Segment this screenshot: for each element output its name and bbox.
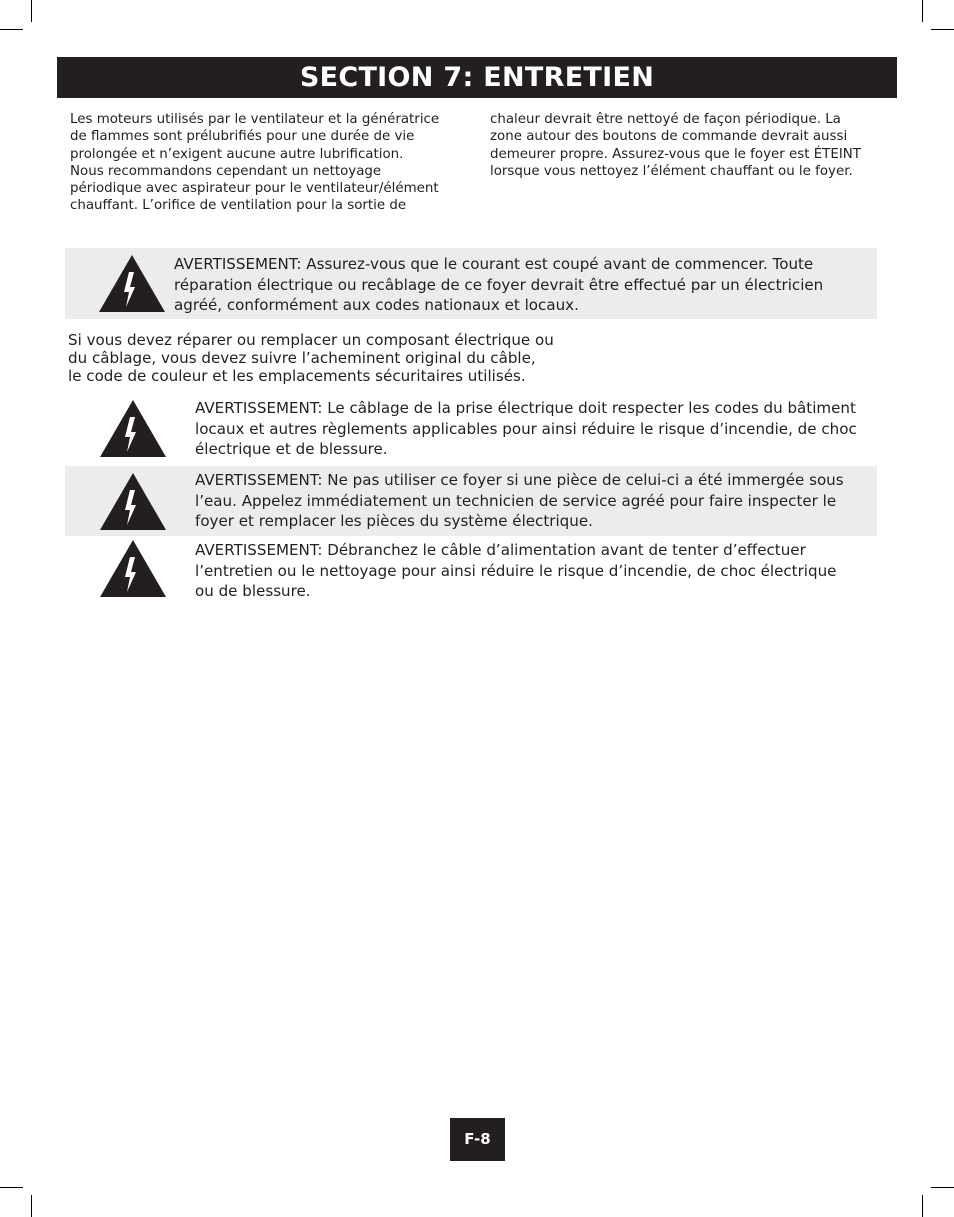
electrical-hazard-icon <box>99 471 167 531</box>
crop-mark <box>31 1195 32 1217</box>
electrical-hazard-icon <box>99 538 167 598</box>
warning-text: AVERTISSEMENT: Assurez-vous que le courant est coupé avant de commencer. Toute réparation électrique ou recâblage de ce foyer devrait être effectué par un électricien agréé, conformément aux codes nationaux et locaux. <box>174 255 824 315</box>
section-title: SECTION 7: ENTRETIEN <box>57 57 897 98</box>
crop-mark <box>0 1187 23 1188</box>
electrical-hazard-icon <box>99 398 167 458</box>
crop-mark <box>922 0 923 22</box>
electrical-hazard-icon <box>98 253 166 313</box>
page-number: F-8 <box>450 1118 505 1161</box>
body-paragraph: Si vous devez réparer ou remplacer un composant électrique ou du câblage, vous devez suivre l’acheminent original du câble, le code de couleur et les emplacements sécuritaires utilisés. <box>68 331 554 386</box>
crop-mark <box>0 29 23 30</box>
warning-box <box>65 538 877 608</box>
warning-box <box>65 394 877 463</box>
crop-mark <box>931 1187 954 1188</box>
intro-right-column: chaleur devrait être nettoyé de façon périodique. La zone autour des boutons de commande devrait aussi demeurer propre. Assurez-vous que le foyer est ÉTEINT lorsque vous nettoyez l’élément chauffant ou le foyer. <box>490 112 861 179</box>
crop-mark <box>31 0 32 22</box>
warning-text: AVERTISSEMENT: Ne pas utiliser ce foyer si une pièce de celui-ci a été immergée sous l’eau. Appelez immédiatement un technicien de service agréé pour faire inspecter le foyer et remplacer les pièces du système électrique. <box>195 471 844 531</box>
crop-mark <box>922 1195 923 1217</box>
warning-text: AVERTISSEMENT: Le câblage de la prise électrique doit respecter les codes du bâtiment locaux et autres règlements applicables pour ainsi réduire le risque d’incendie, de choc électrique et de blessure. <box>195 399 857 459</box>
warning-text: AVERTISSEMENT: Débranchez le câble d’alimentation avant de tenter d’effectuer l’entretien ou le nettoyage pour ainsi réduire le risque d’incendie, de choc électrique ou de blessure. <box>195 541 837 601</box>
warning-box <box>65 248 877 319</box>
warning-box <box>65 466 877 536</box>
crop-mark <box>931 29 954 30</box>
intro-left-column: Les moteurs utilisés par le ventilateur et la génératrice de flammes sont prélubrifiés pour une durée de vie prolongée et n’exigent aucune autre lubrification. Nous recommandons cependant un nettoyage périodique avec aspirateur pour le ventilateur/élément chauffant. L’orifice de ventilation pour la sortie de <box>70 112 440 214</box>
